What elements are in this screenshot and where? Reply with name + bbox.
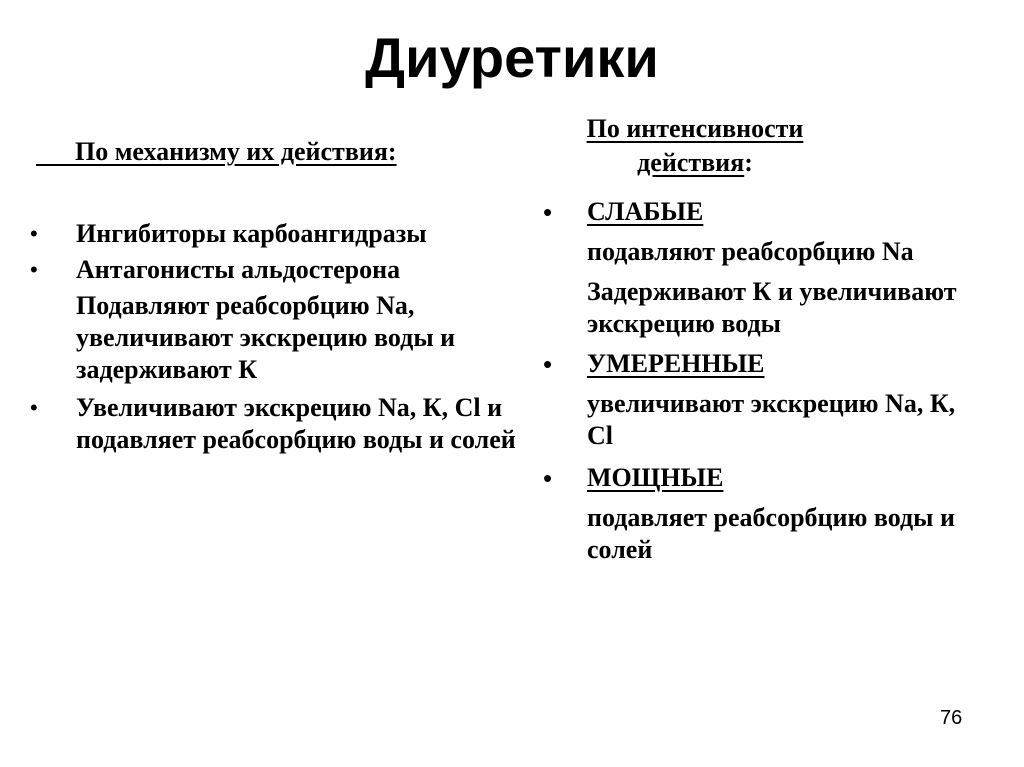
mechanism-list [30,218,560,456]
aldosterone-note: Подавляют реабсорбцию Na, увеличивают экскрецию воды и задерживают К [76,291,456,384]
category-description-strong: подавляет реабсорбцию воды и солей [587,503,955,564]
slide-title: Диуретики [365,26,659,89]
bullet-icon: • [30,221,38,246]
list-item-weak [543,196,983,340]
intensity-heading-line2: действия: [637,148,753,177]
list-item-text: Увеличивают экскрецию Na, К, Cl и подавляет реабсорбцию воды и солей [76,393,516,454]
bullet-icon: • [30,395,38,420]
bullet-icon: • [543,197,553,227]
category-label-moderate: УМЕРЕННЫЕ [587,349,765,378]
list-item-text: Антагонисты альдостерона [76,255,401,284]
list-item-strong [543,462,983,566]
category-extra-weak: Задерживают К и увеличивают экскрецию воды [587,277,957,338]
mechanism-heading-text: По механизму их действия: [75,137,397,166]
intensity-heading [540,112,910,180]
list-item [30,392,560,456]
list-item [30,218,560,250]
list-item-moderate [543,348,983,452]
list-item-note [30,290,560,386]
list-item [30,254,560,286]
intensity-heading-line1: По интенсивности [586,114,804,143]
category-label-strong: МОЩНЫЕ [587,463,724,492]
intensity-list [543,196,983,566]
bullet-icon: • [543,349,553,379]
page-number: 76 [940,707,963,729]
category-description-moderate: увеличивают экскрецию Na, К, Cl [587,389,956,450]
bullet-icon: • [543,463,553,493]
bullet-icon: • [30,257,38,282]
mechanism-heading [36,136,397,168]
category-description-weak: подавляют реабсорбцию Na [587,237,914,266]
category-label-weak: СЛАБЫЕ [587,197,704,226]
list-item-text: Ингибиторы карбоангидразы [76,219,427,248]
